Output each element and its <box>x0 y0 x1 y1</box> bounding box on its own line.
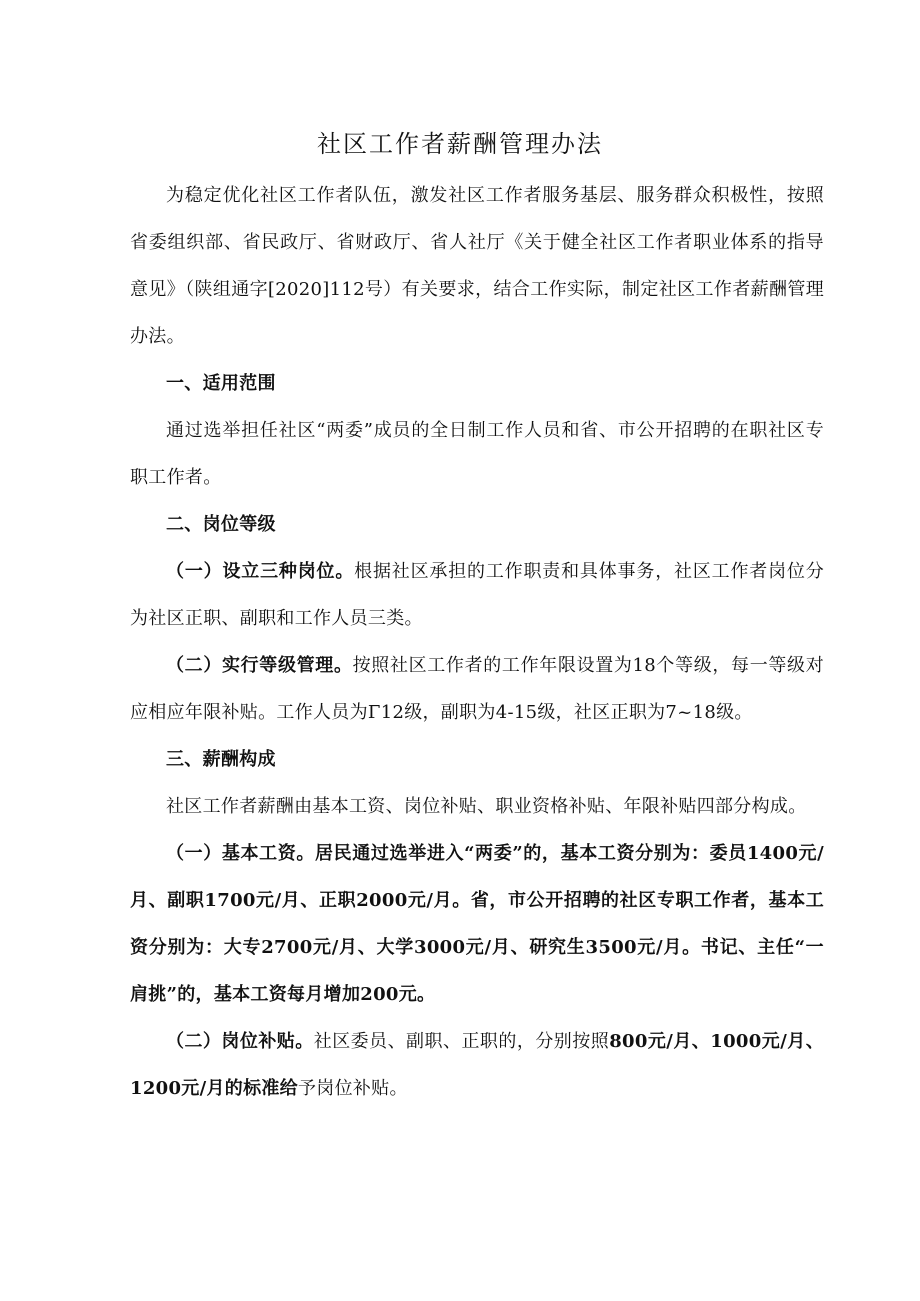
basic-salary-paragraph: （一）基本工资。居民通过选举进入“两委”的，基本工资分别为：委员1400元/月、副职1700元/月、正职2000元/月。省，市公开招聘的社区专职工作者，基本工资分别为：大专2700元/月、大学3000元/月、研究生3500元/月。书记、主任“一肩挑”的，基本工资每月增加200元。 <box>130 843 824 1005</box>
post-levels-item-1 <box>130 548 824 642</box>
post-allowance-text-c: 予岗位补贴。 <box>297 1078 408 1099</box>
scope-paragraph: 通过选举担任社区“两委”成员的全日制工作人员和省、市公开招聘的在职社区专职工作者。 <box>130 420 824 488</box>
section-heading-post-levels: 二、岗位等级 <box>166 514 276 535</box>
salary-structure-paragraph: 社区工作者薪酬由基本工资、岗位补贴、职业资格补贴、年限补贴四部分构成。 <box>166 796 807 817</box>
post-allowance-lead: （二）岗位补贴。 <box>166 1031 314 1052</box>
post-levels-item-2-lead: （二）实行等级管理。 <box>166 655 353 676</box>
section-heading-salary-structure: 三、薪酬构成 <box>166 749 276 770</box>
post-allowance-text-b: 800元/月、1000元/月、1200元/月的标准给 <box>130 1031 824 1099</box>
post-levels-item-1-lead: （一）设立三种岗位。 <box>166 561 355 582</box>
intro-paragraph: 为稳定优化社区工作者队伍，激发社区工作者服务基层、服务群众积极性，按照省委组织部、省民政厅、省财政厅、省人社厅《关于健全社区工作者职业体系的指导意见》（陕组通字[2020]112号）有关要求，结合工作实际，制定社区工作者薪酬管理办法。 <box>130 185 824 347</box>
document-body <box>130 172 824 1112</box>
document-title: 社区工作者薪酬管理办法 <box>317 130 603 158</box>
post-allowance-paragraph <box>130 1018 824 1112</box>
post-levels-item-1-text: 根据社区承担的工作职责和具体事务，社区工作者岗位分为社区正职、副职和工作人员三类。 <box>130 561 825 629</box>
post-levels-item-2 <box>130 642 824 736</box>
section-heading-scope: 一、适用范围 <box>166 373 276 394</box>
post-levels-item-2-text: 按照社区工作者的工作年限设置为18个等级，每一等级对应相应年限补贴。工作人员为Γ12级，副职为4-15级，社区正职为7~18级。 <box>130 655 825 723</box>
post-allowance-text-a: 社区委员、副职、正职的，分别按照 <box>313 1031 610 1052</box>
